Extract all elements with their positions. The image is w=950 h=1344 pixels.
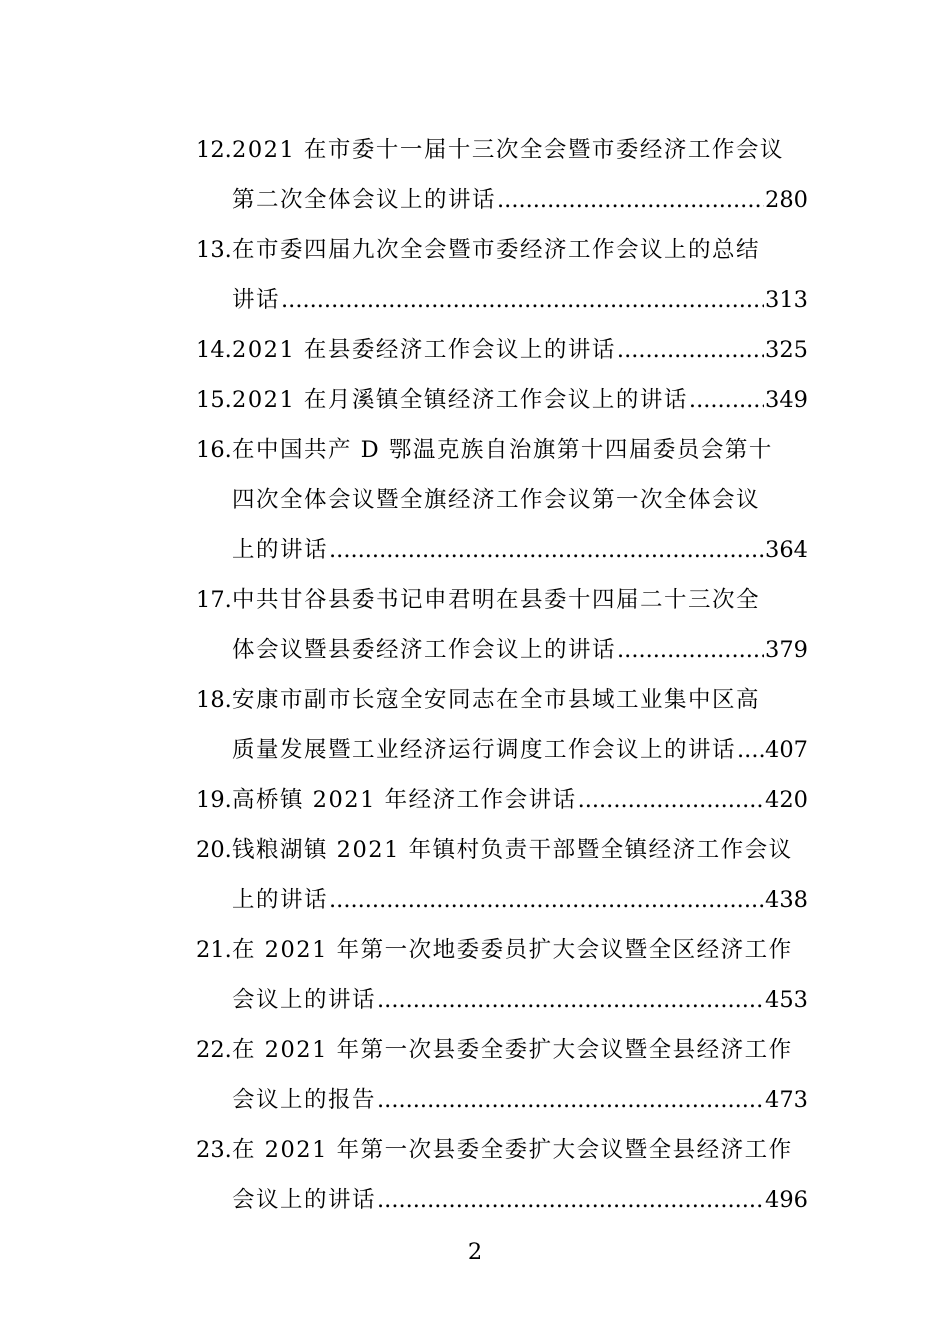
- dot-leader: [377, 1075, 764, 1125]
- dot-leader: [689, 375, 764, 425]
- toc-entry-title-line: 会议上的报告: [232, 1087, 377, 1113]
- toc-entry-title: [232, 225, 808, 325]
- dot-leader: [617, 325, 764, 375]
- toc-entry-title: [232, 325, 808, 375]
- toc-entry-leader-line: [232, 175, 808, 225]
- toc-entry-title: [232, 1125, 808, 1225]
- toc-entry-title-line: 安康市副市长寇全安同志在全市县域工业集中区高: [232, 687, 761, 713]
- toc-entry[interactable]: [196, 775, 808, 825]
- dot-leader: [617, 625, 764, 675]
- toc-entry-leader-line: [232, 1175, 808, 1225]
- dot-leader: [281, 275, 764, 325]
- toc-entry-page: 280: [765, 187, 808, 213]
- toc-entry-title-line: 会议上的讲话: [232, 1187, 377, 1213]
- toc-entry-title-line: 上的讲话: [232, 537, 329, 563]
- toc-entry-leader-line: [232, 975, 808, 1025]
- toc-entry-page: 364: [765, 537, 808, 563]
- toc-entry-title-line: 第二次全体会议上的讲话: [232, 187, 497, 213]
- toc-entry-page: 473: [765, 1087, 808, 1113]
- toc-entry-leader-line: [232, 325, 808, 375]
- toc-entry-number: 20.: [196, 837, 232, 863]
- toc-entry-title-line: 在中国共产 D 鄂温克族自治旗第十四届委员会第十: [232, 437, 773, 463]
- dot-leader: [377, 1175, 764, 1225]
- toc-entry-leader-line: [232, 625, 808, 675]
- toc-entry-number: 15.: [196, 387, 232, 413]
- toc-entry-leader-line: [232, 1075, 808, 1125]
- dot-leader: [737, 725, 764, 775]
- dot-leader: [329, 525, 764, 575]
- toc-entry-leader-line: [232, 375, 808, 425]
- toc-entry-title: [232, 1025, 808, 1125]
- toc-entry-page: 420: [765, 787, 808, 813]
- toc-entry-leader-line: [232, 875, 808, 925]
- toc-entry-number: 18.: [196, 687, 232, 713]
- toc-entry-page: 453: [765, 987, 808, 1013]
- toc-entry-title-line: 体会议暨县委经济工作会议上的讲话: [232, 637, 617, 663]
- toc-entry[interactable]: [196, 325, 808, 375]
- toc-entry-title-line: 讲话: [232, 287, 281, 313]
- toc-entry-title-line: 2021 在月溪镇全镇经济工作会议上的讲话: [232, 387, 688, 413]
- toc-entry-title: [232, 675, 808, 775]
- toc-entry-title-line: 钱粮湖镇 2021 年镇村负责干部暨全镇经济工作会议: [232, 837, 793, 863]
- toc-entry-number: 12.: [196, 137, 232, 163]
- page-number: 2: [467, 1239, 483, 1265]
- dot-leader: [578, 775, 764, 825]
- toc-entry-number: 14.: [196, 337, 232, 363]
- toc-entry-page: 313: [765, 287, 808, 313]
- toc-entry-title: [232, 425, 808, 575]
- toc-entry-title-line: 中共甘谷县委书记申君明在县委十四届二十三次全: [232, 587, 761, 613]
- toc-entry-title: [232, 925, 808, 1025]
- dot-leader: [329, 875, 764, 925]
- table-of-contents: [196, 125, 808, 1225]
- toc-entry-page: 349: [765, 387, 808, 413]
- toc-entry-title-line: 在市委四届九次全会暨市委经济工作会议上的总结: [232, 237, 761, 263]
- toc-entry-title-line: 2021 在县委经济工作会议上的讲话: [232, 337, 616, 363]
- toc-entry-page: 438: [765, 887, 808, 913]
- toc-entry[interactable]: [196, 125, 808, 225]
- toc-entry-title: [232, 825, 808, 925]
- toc-entry-title-line: 会议上的讲话: [232, 987, 377, 1013]
- toc-entry-page: 407: [765, 737, 808, 763]
- toc-entry[interactable]: [196, 425, 808, 575]
- toc-entry[interactable]: [196, 225, 808, 325]
- toc-entry-page: 325: [765, 337, 808, 363]
- toc-entry-title: [232, 375, 808, 425]
- toc-entry-leader-line: [232, 775, 808, 825]
- toc-entry-number: 16.: [196, 437, 232, 463]
- toc-entry-title: [232, 775, 808, 825]
- toc-entry-title: [232, 575, 808, 675]
- toc-entry-title-line: 高桥镇 2021 年经济工作会讲话: [232, 787, 577, 813]
- toc-entry-number: 21.: [196, 937, 232, 963]
- toc-entry[interactable]: [196, 1125, 808, 1225]
- toc-entry-title-line: 上的讲话: [232, 887, 329, 913]
- dot-leader: [497, 175, 764, 225]
- toc-entry[interactable]: [196, 825, 808, 925]
- toc-entry-title: [232, 125, 808, 225]
- dot-leader: [377, 975, 764, 1025]
- toc-entry-leader-line: [232, 275, 808, 325]
- toc-entry-title-line: 四次全体会议暨全旗经济工作会议第一次全体会议: [232, 487, 761, 513]
- toc-entry-title-line: 在 2021 年第一次县委全委扩大会议暨全县经济工作: [232, 1037, 793, 1063]
- toc-entry-page: 379: [765, 637, 808, 663]
- toc-entry-number: 23.: [196, 1137, 232, 1163]
- toc-entry-number: 19.: [196, 787, 232, 813]
- toc-entry-leader-line: [232, 525, 808, 575]
- toc-entry-title-line: 在 2021 年第一次县委全委扩大会议暨全县经济工作: [232, 1137, 793, 1163]
- toc-entry-leader-line: [232, 725, 808, 775]
- toc-entry-number: 22.: [196, 1037, 232, 1063]
- toc-entry[interactable]: [196, 1025, 808, 1125]
- toc-entry-number: 13.: [196, 237, 232, 263]
- toc-entry[interactable]: [196, 925, 808, 1025]
- toc-entry[interactable]: [196, 675, 808, 775]
- toc-entry[interactable]: [196, 375, 808, 425]
- toc-entry-title-line: 2021 在市委十一届十三次全会暨市委经济工作会议: [232, 137, 784, 163]
- toc-entry-number: 17.: [196, 587, 232, 613]
- toc-entry-title-line: 在 2021 年第一次地委委员扩大会议暨全区经济工作: [232, 937, 793, 963]
- toc-entry-title-line: 质量发展暨工业经济运行调度工作会议上的讲话: [232, 737, 737, 763]
- toc-entry-page: 496: [765, 1187, 808, 1213]
- toc-entry[interactable]: [196, 575, 808, 675]
